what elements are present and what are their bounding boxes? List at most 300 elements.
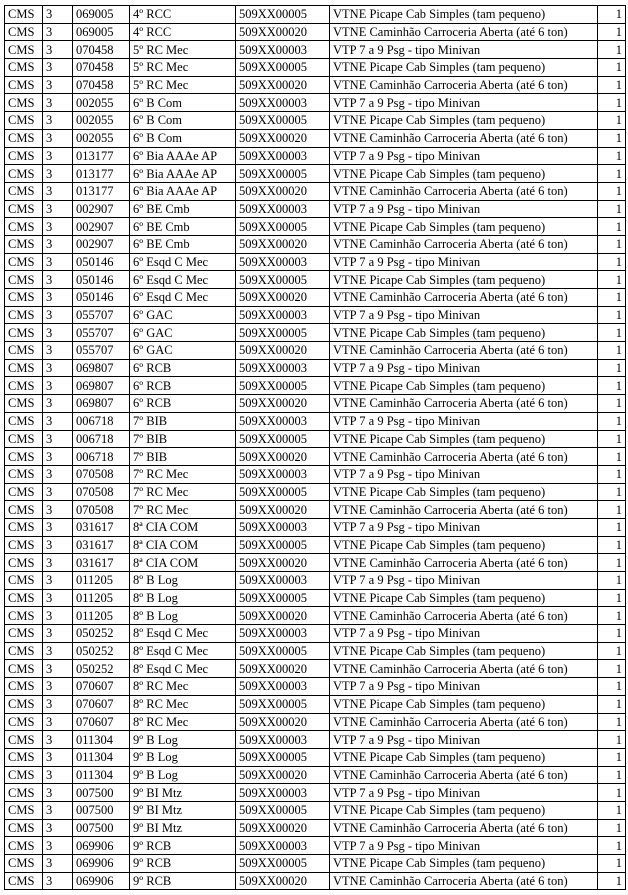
unit-code-cell: 070508 xyxy=(73,483,130,501)
unit-code-cell: 050252 xyxy=(73,625,130,643)
command-cell: CMS xyxy=(5,6,43,24)
region-cell: 3 xyxy=(43,218,73,236)
command-cell: CMS xyxy=(5,59,43,77)
quantity-cell: 1 xyxy=(598,483,626,501)
quantity-cell: 1 xyxy=(598,129,626,147)
command-cell: CMS xyxy=(5,518,43,536)
unit-name-cell: 8ª CIA COM xyxy=(130,518,236,536)
vehicle-description-cell: VTNE Picape Cab Simples (tam pequeno) xyxy=(330,642,598,660)
region-cell: 3 xyxy=(43,766,73,784)
unit-code-cell: 069906 xyxy=(73,837,130,855)
vehicle-description-cell: VTNE Caminhão Carroceria Aberta (até 6 ton) xyxy=(330,448,598,466)
unit-name-cell: 7º RC Mec xyxy=(130,501,236,519)
table-row xyxy=(5,678,626,696)
unit-name-cell: 9º BI Mtz xyxy=(130,801,236,819)
table-row xyxy=(5,589,626,607)
unit-code-cell: 055707 xyxy=(73,342,130,360)
unit-name-cell: 6º Bia AAAe AP xyxy=(130,165,236,183)
table-row xyxy=(5,766,626,784)
command-cell: CMS xyxy=(5,235,43,253)
unit-name-cell: 8º B Log xyxy=(130,589,236,607)
quantity-cell: 1 xyxy=(598,554,626,572)
quantity-cell: 1 xyxy=(598,218,626,236)
unit-name-cell: 6º Esqd C Mec xyxy=(130,271,236,289)
unit-name-cell: 9º RCB xyxy=(130,837,236,855)
item-code-cell: 509XX00003 xyxy=(236,625,330,643)
table-row xyxy=(5,713,626,731)
vehicle-description-cell: VTNE Picape Cab Simples (tam pequeno) xyxy=(330,589,598,607)
command-cell: CMS xyxy=(5,147,43,165)
unit-name-cell: 6º B Com xyxy=(130,129,236,147)
unit-name-cell: 6º B Com xyxy=(130,94,236,112)
table-row xyxy=(5,660,626,678)
item-code-cell: 509XX00003 xyxy=(236,731,330,749)
table-row xyxy=(5,94,626,112)
region-cell: 3 xyxy=(43,801,73,819)
region-cell: 3 xyxy=(43,289,73,307)
quantity-cell: 1 xyxy=(598,501,626,519)
command-cell: CMS xyxy=(5,465,43,483)
quantity-cell: 1 xyxy=(598,94,626,112)
region-cell: 3 xyxy=(43,713,73,731)
unit-name-cell: 8º RC Mec xyxy=(130,678,236,696)
unit-name-cell: 4º RCC xyxy=(130,6,236,24)
command-cell: CMS xyxy=(5,554,43,572)
item-code-cell: 509XX00003 xyxy=(236,412,330,430)
unit-code-cell: 070508 xyxy=(73,465,130,483)
unit-name-cell: 9º RCB xyxy=(130,872,236,890)
item-code-cell: 509XX00005 xyxy=(236,483,330,501)
item-code-cell: 509XX00003 xyxy=(236,837,330,855)
table-row xyxy=(5,23,626,41)
command-cell: CMS xyxy=(5,536,43,554)
table-row xyxy=(5,165,626,183)
region-cell: 3 xyxy=(43,253,73,271)
vehicle-description-cell: VTP 7 a 9 Psg - tipo Minivan xyxy=(330,359,598,377)
command-cell: CMS xyxy=(5,801,43,819)
quantity-cell: 1 xyxy=(598,855,626,873)
region-cell: 3 xyxy=(43,536,73,554)
quantity-cell: 1 xyxy=(598,23,626,41)
unit-name-cell: 7º BIB xyxy=(130,448,236,466)
item-code-cell: 509XX00020 xyxy=(236,182,330,200)
command-cell: CMS xyxy=(5,253,43,271)
command-cell: CMS xyxy=(5,218,43,236)
quantity-cell: 1 xyxy=(598,377,626,395)
region-cell: 3 xyxy=(43,395,73,413)
item-code-cell: 509XX00005 xyxy=(236,589,330,607)
table-row xyxy=(5,448,626,466)
vehicle-description-cell: VTNE Caminhão Carroceria Aberta (até 6 ton) xyxy=(330,872,598,890)
quantity-cell: 1 xyxy=(598,235,626,253)
vehicle-description-cell: VTP 7 a 9 Psg - tipo Minivan xyxy=(330,412,598,430)
command-cell: CMS xyxy=(5,271,43,289)
unit-name-cell: 9º BI Mtz xyxy=(130,784,236,802)
quantity-cell: 1 xyxy=(598,518,626,536)
unit-name-cell: 8º B Log xyxy=(130,572,236,590)
quantity-cell: 1 xyxy=(598,678,626,696)
vehicle-description-cell: VTNE Picape Cab Simples (tam pequeno) xyxy=(330,748,598,766)
table-row xyxy=(5,554,626,572)
unit-code-cell: 007500 xyxy=(73,784,130,802)
table-row xyxy=(5,41,626,59)
command-cell: CMS xyxy=(5,607,43,625)
quantity-cell: 1 xyxy=(598,589,626,607)
region-cell: 3 xyxy=(43,165,73,183)
quantity-cell: 1 xyxy=(598,76,626,94)
region-cell: 3 xyxy=(43,200,73,218)
command-cell: CMS xyxy=(5,572,43,590)
vehicle-description-cell: VTNE Picape Cab Simples (tam pequeno) xyxy=(330,112,598,130)
vehicle-description-cell: VTNE Picape Cab Simples (tam pequeno) xyxy=(330,801,598,819)
unit-code-cell: 011304 xyxy=(73,748,130,766)
table-row xyxy=(5,625,626,643)
command-cell: CMS xyxy=(5,855,43,873)
unit-code-cell: 011304 xyxy=(73,731,130,749)
region-cell: 3 xyxy=(43,129,73,147)
region-cell: 3 xyxy=(43,112,73,130)
item-code-cell: 509XX00003 xyxy=(236,94,330,112)
table-row xyxy=(5,465,626,483)
command-cell: CMS xyxy=(5,501,43,519)
vehicle-description-cell: VTNE Picape Cab Simples (tam pequeno) xyxy=(330,483,598,501)
vehicle-description-cell: VTP 7 a 9 Psg - tipo Minivan xyxy=(330,572,598,590)
item-code-cell: 509XX00003 xyxy=(236,41,330,59)
item-code-cell: 509XX00020 xyxy=(236,819,330,837)
region-cell: 3 xyxy=(43,660,73,678)
unit-name-cell: 6º RCB xyxy=(130,395,236,413)
vehicle-description-cell: VTP 7 a 9 Psg - tipo Minivan xyxy=(330,147,598,165)
region-cell: 3 xyxy=(43,483,73,501)
item-code-cell: 509XX00020 xyxy=(236,554,330,572)
item-code-cell: 509XX00020 xyxy=(236,607,330,625)
command-cell: CMS xyxy=(5,819,43,837)
unit-code-cell: 007500 xyxy=(73,819,130,837)
unit-code-cell: 002907 xyxy=(73,200,130,218)
command-cell: CMS xyxy=(5,165,43,183)
item-code-cell: 509XX00020 xyxy=(236,129,330,147)
unit-name-cell: 7º BIB xyxy=(130,412,236,430)
command-cell: CMS xyxy=(5,182,43,200)
unit-code-cell: 031617 xyxy=(73,518,130,536)
vehicle-description-cell: VTNE Caminhão Carroceria Aberta (até 6 ton) xyxy=(330,182,598,200)
unit-code-cell: 006718 xyxy=(73,430,130,448)
command-cell: CMS xyxy=(5,625,43,643)
command-cell: CMS xyxy=(5,695,43,713)
table-row xyxy=(5,642,626,660)
command-cell: CMS xyxy=(5,306,43,324)
command-cell: CMS xyxy=(5,483,43,501)
quantity-cell: 1 xyxy=(598,200,626,218)
table-row xyxy=(5,572,626,590)
command-cell: CMS xyxy=(5,713,43,731)
region-cell: 3 xyxy=(43,642,73,660)
command-cell: CMS xyxy=(5,41,43,59)
item-code-cell: 509XX00003 xyxy=(236,572,330,590)
quantity-cell: 1 xyxy=(598,872,626,890)
command-cell: CMS xyxy=(5,448,43,466)
item-code-cell: 509XX00003 xyxy=(236,147,330,165)
unit-code-cell: 055707 xyxy=(73,324,130,342)
command-cell: CMS xyxy=(5,678,43,696)
vehicle-description-cell: VTNE Picape Cab Simples (tam pequeno) xyxy=(330,6,598,24)
table-row xyxy=(5,518,626,536)
vehicle-description-cell: VTNE Caminhão Carroceria Aberta (até 6 ton) xyxy=(330,23,598,41)
unit-code-cell: 069906 xyxy=(73,855,130,873)
table-row xyxy=(5,59,626,77)
unit-name-cell: 9º B Log xyxy=(130,766,236,784)
table-row xyxy=(5,607,626,625)
command-cell: CMS xyxy=(5,395,43,413)
unit-name-cell: 9º B Log xyxy=(130,748,236,766)
command-cell: CMS xyxy=(5,837,43,855)
unit-name-cell: 6º BE Cmb xyxy=(130,200,236,218)
item-code-cell: 509XX00003 xyxy=(236,359,330,377)
unit-code-cell: 013177 xyxy=(73,147,130,165)
table-row xyxy=(5,359,626,377)
table-row xyxy=(5,501,626,519)
unit-name-cell: 8º RC Mec xyxy=(130,695,236,713)
allocation-table-container xyxy=(4,5,625,890)
table-row xyxy=(5,801,626,819)
unit-name-cell: 6º RCB xyxy=(130,377,236,395)
region-cell: 3 xyxy=(43,731,73,749)
item-code-cell: 509XX00005 xyxy=(236,536,330,554)
item-code-cell: 509XX00020 xyxy=(236,660,330,678)
quantity-cell: 1 xyxy=(598,536,626,554)
table-row xyxy=(5,784,626,802)
unit-code-cell: 055707 xyxy=(73,306,130,324)
region-cell: 3 xyxy=(43,448,73,466)
item-code-cell: 509XX00003 xyxy=(236,784,330,802)
item-code-cell: 509XX00020 xyxy=(236,342,330,360)
region-cell: 3 xyxy=(43,625,73,643)
quantity-cell: 1 xyxy=(598,837,626,855)
vehicle-description-cell: VTNE Caminhão Carroceria Aberta (até 6 ton) xyxy=(330,76,598,94)
table-row xyxy=(5,147,626,165)
unit-code-cell: 069005 xyxy=(73,23,130,41)
unit-code-cell: 002055 xyxy=(73,129,130,147)
vehicle-description-cell: VTP 7 a 9 Psg - tipo Minivan xyxy=(330,41,598,59)
vehicle-description-cell: VTP 7 a 9 Psg - tipo Minivan xyxy=(330,837,598,855)
table-row xyxy=(5,855,626,873)
unit-name-cell: 7º RC Mec xyxy=(130,465,236,483)
region-cell: 3 xyxy=(43,748,73,766)
vehicle-description-cell: VTP 7 a 9 Psg - tipo Minivan xyxy=(330,784,598,802)
command-cell: CMS xyxy=(5,112,43,130)
unit-code-cell: 002907 xyxy=(73,235,130,253)
command-cell: CMS xyxy=(5,324,43,342)
quantity-cell: 1 xyxy=(598,731,626,749)
command-cell: CMS xyxy=(5,377,43,395)
table-row xyxy=(5,430,626,448)
region-cell: 3 xyxy=(43,837,73,855)
vehicle-description-cell: VTNE Caminhão Carroceria Aberta (até 6 ton) xyxy=(330,289,598,307)
quantity-cell: 1 xyxy=(598,713,626,731)
table-row xyxy=(5,819,626,837)
item-code-cell: 509XX00003 xyxy=(236,518,330,536)
item-code-cell: 509XX00005 xyxy=(236,112,330,130)
table-row xyxy=(5,748,626,766)
unit-name-cell: 6º Bia AAAe AP xyxy=(130,147,236,165)
vehicle-description-cell: VTNE Picape Cab Simples (tam pequeno) xyxy=(330,271,598,289)
command-cell: CMS xyxy=(5,784,43,802)
command-cell: CMS xyxy=(5,872,43,890)
allocation-table xyxy=(4,5,626,890)
quantity-cell: 1 xyxy=(598,41,626,59)
item-code-cell: 509XX00003 xyxy=(236,465,330,483)
region-cell: 3 xyxy=(43,872,73,890)
unit-code-cell: 006718 xyxy=(73,412,130,430)
unit-code-cell: 070607 xyxy=(73,678,130,696)
item-code-cell: 509XX00020 xyxy=(236,289,330,307)
quantity-cell: 1 xyxy=(598,784,626,802)
unit-name-cell: 7º RC Mec xyxy=(130,483,236,501)
unit-name-cell: 6º Esqd C Mec xyxy=(130,253,236,271)
unit-code-cell: 011205 xyxy=(73,589,130,607)
unit-code-cell: 011205 xyxy=(73,607,130,625)
command-cell: CMS xyxy=(5,748,43,766)
table-row xyxy=(5,200,626,218)
vehicle-description-cell: VTNE Caminhão Carroceria Aberta (até 6 ton) xyxy=(330,501,598,519)
region-cell: 3 xyxy=(43,41,73,59)
unit-name-cell: 5º RC Mec xyxy=(130,41,236,59)
item-code-cell: 509XX00005 xyxy=(236,430,330,448)
region-cell: 3 xyxy=(43,430,73,448)
item-code-cell: 509XX00020 xyxy=(236,713,330,731)
quantity-cell: 1 xyxy=(598,607,626,625)
region-cell: 3 xyxy=(43,271,73,289)
table-row xyxy=(5,306,626,324)
unit-code-cell: 069807 xyxy=(73,377,130,395)
region-cell: 3 xyxy=(43,819,73,837)
vehicle-description-cell: VTNE Caminhão Carroceria Aberta (até 6 ton) xyxy=(330,342,598,360)
unit-code-cell: 050146 xyxy=(73,253,130,271)
quantity-cell: 1 xyxy=(598,324,626,342)
item-code-cell: 509XX00020 xyxy=(236,76,330,94)
vehicle-description-cell: VTNE Caminhão Carroceria Aberta (até 6 ton) xyxy=(330,660,598,678)
unit-name-cell: 6º GAC xyxy=(130,306,236,324)
unit-code-cell: 069005 xyxy=(73,6,130,24)
item-code-cell: 509XX00020 xyxy=(236,23,330,41)
quantity-cell: 1 xyxy=(598,271,626,289)
unit-name-cell: 6º Esqd C Mec xyxy=(130,289,236,307)
unit-name-cell: 6º BE Cmb xyxy=(130,218,236,236)
quantity-cell: 1 xyxy=(598,748,626,766)
vehicle-description-cell: VTNE Caminhão Carroceria Aberta (até 6 ton) xyxy=(330,395,598,413)
item-code-cell: 509XX00005 xyxy=(236,748,330,766)
command-cell: CMS xyxy=(5,359,43,377)
unit-code-cell: 070458 xyxy=(73,59,130,77)
table-row xyxy=(5,129,626,147)
quantity-cell: 1 xyxy=(598,359,626,377)
region-cell: 3 xyxy=(43,23,73,41)
unit-code-cell: 011205 xyxy=(73,572,130,590)
unit-name-cell: 6º RCB xyxy=(130,359,236,377)
quantity-cell: 1 xyxy=(598,289,626,307)
table-row xyxy=(5,872,626,890)
unit-name-cell: 9º RCB xyxy=(130,855,236,873)
quantity-cell: 1 xyxy=(598,819,626,837)
item-code-cell: 509XX00005 xyxy=(236,855,330,873)
region-cell: 3 xyxy=(43,59,73,77)
unit-name-cell: 8º Esqd C Mec xyxy=(130,642,236,660)
region-cell: 3 xyxy=(43,182,73,200)
unit-code-cell: 069906 xyxy=(73,872,130,890)
quantity-cell: 1 xyxy=(598,147,626,165)
item-code-cell: 509XX00003 xyxy=(236,306,330,324)
table-row xyxy=(5,536,626,554)
vehicle-description-cell: VTP 7 a 9 Psg - tipo Minivan xyxy=(330,200,598,218)
command-cell: CMS xyxy=(5,731,43,749)
region-cell: 3 xyxy=(43,501,73,519)
vehicle-description-cell: VTNE Picape Cab Simples (tam pequeno) xyxy=(330,430,598,448)
vehicle-description-cell: VTP 7 a 9 Psg - tipo Minivan xyxy=(330,465,598,483)
unit-code-cell: 070458 xyxy=(73,76,130,94)
quantity-cell: 1 xyxy=(598,448,626,466)
quantity-cell: 1 xyxy=(598,395,626,413)
unit-code-cell: 069807 xyxy=(73,395,130,413)
item-code-cell: 509XX00003 xyxy=(236,253,330,271)
region-cell: 3 xyxy=(43,324,73,342)
unit-name-cell: 8º RC Mec xyxy=(130,713,236,731)
table-row xyxy=(5,324,626,342)
command-cell: CMS xyxy=(5,412,43,430)
item-code-cell: 509XX00020 xyxy=(236,872,330,890)
vehicle-description-cell: VTNE Picape Cab Simples (tam pequeno) xyxy=(330,377,598,395)
region-cell: 3 xyxy=(43,554,73,572)
unit-name-cell: 9º BI Mtz xyxy=(130,819,236,837)
vehicle-description-cell: VTNE Caminhão Carroceria Aberta (até 6 ton) xyxy=(330,554,598,572)
vehicle-description-cell: VTP 7 a 9 Psg - tipo Minivan xyxy=(330,94,598,112)
table-row xyxy=(5,253,626,271)
vehicle-description-cell: VTP 7 a 9 Psg - tipo Minivan xyxy=(330,678,598,696)
table-row xyxy=(5,76,626,94)
quantity-cell: 1 xyxy=(598,165,626,183)
region-cell: 3 xyxy=(43,6,73,24)
quantity-cell: 1 xyxy=(598,642,626,660)
table-row xyxy=(5,695,626,713)
item-code-cell: 509XX00020 xyxy=(236,395,330,413)
item-code-cell: 509XX00005 xyxy=(236,801,330,819)
quantity-cell: 1 xyxy=(598,182,626,200)
unit-code-cell: 070458 xyxy=(73,41,130,59)
command-cell: CMS xyxy=(5,342,43,360)
region-cell: 3 xyxy=(43,607,73,625)
vehicle-description-cell: VTNE Picape Cab Simples (tam pequeno) xyxy=(330,59,598,77)
region-cell: 3 xyxy=(43,572,73,590)
item-code-cell: 509XX00020 xyxy=(236,501,330,519)
command-cell: CMS xyxy=(5,289,43,307)
vehicle-description-cell: VTNE Caminhão Carroceria Aberta (até 6 ton) xyxy=(330,766,598,784)
unit-code-cell: 050252 xyxy=(73,660,130,678)
command-cell: CMS xyxy=(5,766,43,784)
item-code-cell: 509XX00003 xyxy=(236,678,330,696)
item-code-cell: 509XX00005 xyxy=(236,642,330,660)
unit-code-cell: 002055 xyxy=(73,94,130,112)
vehicle-description-cell: VTNE Picape Cab Simples (tam pequeno) xyxy=(330,165,598,183)
unit-code-cell: 070607 xyxy=(73,713,130,731)
region-cell: 3 xyxy=(43,377,73,395)
vehicle-description-cell: VTP 7 a 9 Psg - tipo Minivan xyxy=(330,518,598,536)
quantity-cell: 1 xyxy=(598,695,626,713)
region-cell: 3 xyxy=(43,412,73,430)
table-row xyxy=(5,112,626,130)
quantity-cell: 1 xyxy=(598,465,626,483)
quantity-cell: 1 xyxy=(598,572,626,590)
table-row xyxy=(5,395,626,413)
unit-name-cell: 6º B Com xyxy=(130,112,236,130)
